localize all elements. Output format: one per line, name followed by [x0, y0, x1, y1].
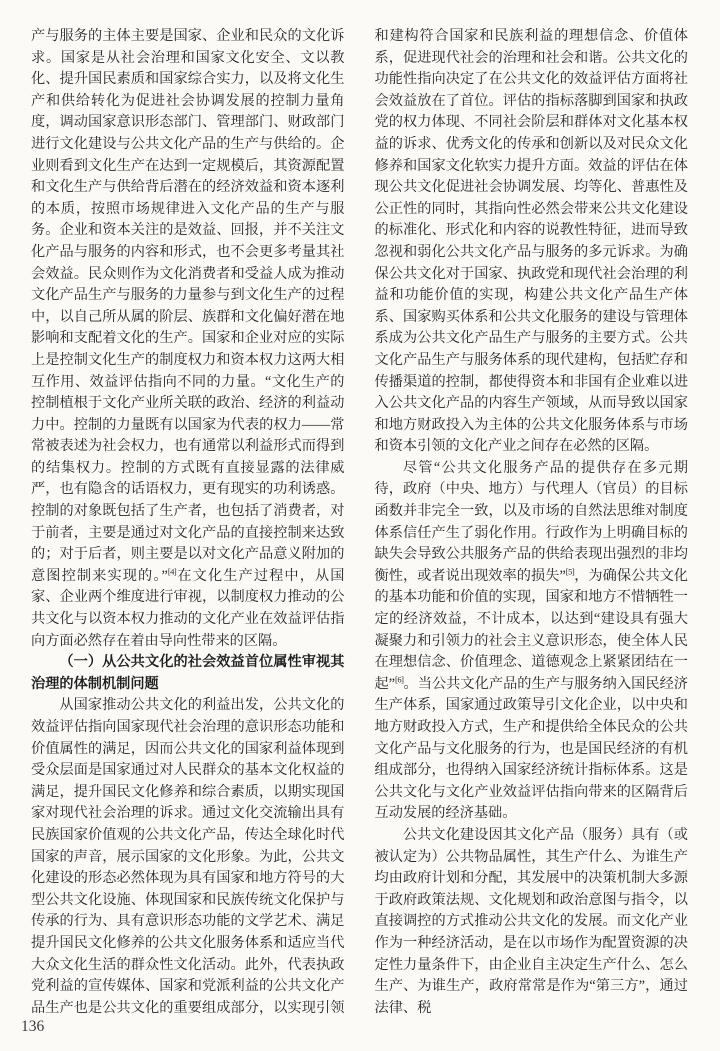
citation-marker: [4] — [167, 566, 177, 577]
text-run: 。当公共文化产品的生产与服务纳入国民经济生产体系，国家通过政策导引文化企业，以中央和地方财政投入方式，生产和提供给全体民众的公共文化产品与文化服务的行为，也是国民经济的有机组成部分，也得纳入国家经济统计指标体系。这是公共文化与文化产业效益评估指向带来的区隔背后互动发展的经济基础。 — [374, 675, 688, 822]
citation-marker: [6] — [395, 674, 404, 685]
two-column-text-body — [31, 26, 688, 1023]
body-paragraph-continuation — [31, 26, 345, 652]
page-number: 136 — [21, 1018, 45, 1035]
text-run: （一）从公共文化的社会效益首位属性审视其治理的体制机制问题 — [31, 654, 345, 692]
text-run: 从国家推动公共文化的利益出发，公共文化的效益评估指向国家现代社会治理的意识形态功能和价值属性的满足，因而公共文化的国家利益体现到受众层面是国家通过对人民群众的基本文化权益的满足，提升国民文化修养和综合素质，以期实现国家对现代社会治理的诉求。通过文化交流输出具有民族国家价值观的公共文化产品，传达全球化时代国家的声音，展示国家的文化形象。为此，公共文化建设的形态必然体现为具有国家和地方符号的大型公共文化设施、体现国家和民族传统文化保护与传承的行为、具有意识形态功能的文学艺术、满足提升国民文化修养的公共文化服务体系和适应当代大众文化生活的群众性文化活动。此外，代表执政党利益的宣传媒体、国家和党派利益的公共文化产品生产也是公共文化的重要组成部分，以实现引领和建构符合国家和民族利益的理想信念、价值体系，促进现代社会的治理和社会和谐。公共文化的功能性指向决定了在公共文化的效益评估方面将社会效益放在了首位。评估的指标落脚到国家和执政党的权力体现、不同社会阶层和群体对文化基本权益的诉求、优秀文化的传承和创新以及对民众文化修养和国家文化软实力提升方面。效益的评估在体现公共文化促进社会协调发展、均等化、普惠性及公正性的同时，其指向性必然会带来公共文化建设的标准化、形式化和内容的说教性特征，进而导致忽视和弱化公共文化产品与服务的多元诉求。为确保公共文化对于国家、执政党和现代社会治理的利益和功能价值的实现，构建公共文化产品生产体系、国家购买体系和公共文化服务的建设与管理体系成为公共文化产品生产与服务的主要方式。公共文化产品生产与服务体系的现代建构，包括贮存和传播渠道的控制，都使得资本和非国有企业难以进入公共文化产品的内容生产领域，从而导致以国家和地方财政投入为主体的公共文化服务体系与市场和资本引领的文化产业之间存在必然的区隔。 — [31, 28, 688, 1016]
text-run: 公共文化建设因其文化产品（服务）具有（或被认定为）公共物品属性，其生产什么、为谁生产均由政府计划和分配，其发展中的决策机制大多源于政府政策法规、文化规划和政治意图与指令，以直接调控的方式推动公共文化的发展。而文化产业作为一种经济活动，是在以市场作为配置资源的决定性力量条件下，由企业自主决定生产什么、怎么生产、为谁生产，政府常常是作为“第三方”，通过法律、税 — [374, 826, 688, 1016]
body-paragraph-3 — [375, 825, 689, 1019]
text-run: 在文化生产过程中，从国家、企业两个维度进行审视，以制度权力推动的公共文化与以资本权力推动的文化产业在效益评估指向方面必然存在着由导向性带来的区隔。 — [31, 567, 345, 649]
citation-marker: [5] — [565, 566, 575, 577]
text-run: 尽管“公共文化服务产品的提供存在多元期待，政府（中央、地方）与代理人（官员）的目标函数并非完全一致，以及市场的自然法思维对制度体系信任产生了弱化作用。行政作为上明确目标的缺失会导致公共服务产品的供给表现出强烈的非均衡性，或者说出现效率的损失” — [374, 459, 688, 584]
text-run: ，为确保公共文化的基本功能和价值的实现，国家和地方不惜牺牲一定的经济效益，不计成本，以达到“建设具有强大凝聚力和引领力的社会主义意识形态，使全体人民在理想信念、价值理念、道德观念上紧紧团结在一起” — [374, 567, 688, 692]
section-heading — [31, 652, 345, 695]
text-run: 产与服务的主体主要是国家、企业和民众的文化诉求。国家是从社会治理和国家文化安全、文以教化、提升国民素质和国家综合实力，以及将文化生产和供给转化为促进社会协调发展的控制力量角度，调动国家意识形态部门、管理部门、财政部门进行文化建设与公共文化产品的生产与供给的。企业则看到文化生产在达到一定规模后，其资源配置和文化生产与供给背后潜在的经济效益和资本逐利的本质，按照市场规律进入文化产品的生产与服务。企业和资本关注的是效益、回报，并不关注文化产品与服务的内容和形式，也不会更多考量其社会效益。民众则作为文化消费者和受益人成为推动文化产品生产与服务的力量参与到文化生产的过程中，以自己所从属的阶层、族群和文化偏好潜在地影响和支配着文化的生产。国家和企业对应的实际上是控制文化生产的制度权力和资本权力这两大相互作用、效益评估指向不同的力量。“文化生产的控制植根于文化产业所关联的政治、经济的利益动力中。控制的力量既有以国家为代表的权力——常常被表述为社会权力，也有通常以利益形式而得到的结集权力。控制的方式既有直接显露的法律威严，也有隐含的话语权力，更有现实的功利诱惑。控制的对象既包括了生产者，也包括了消费者，对于前者，主要是通过对文化产品的直接控制来达致的；对于后者，则主要是以对文化产品意义附加的意图控制来实现的。” — [31, 28, 345, 584]
body-paragraph-2 — [375, 458, 689, 825]
